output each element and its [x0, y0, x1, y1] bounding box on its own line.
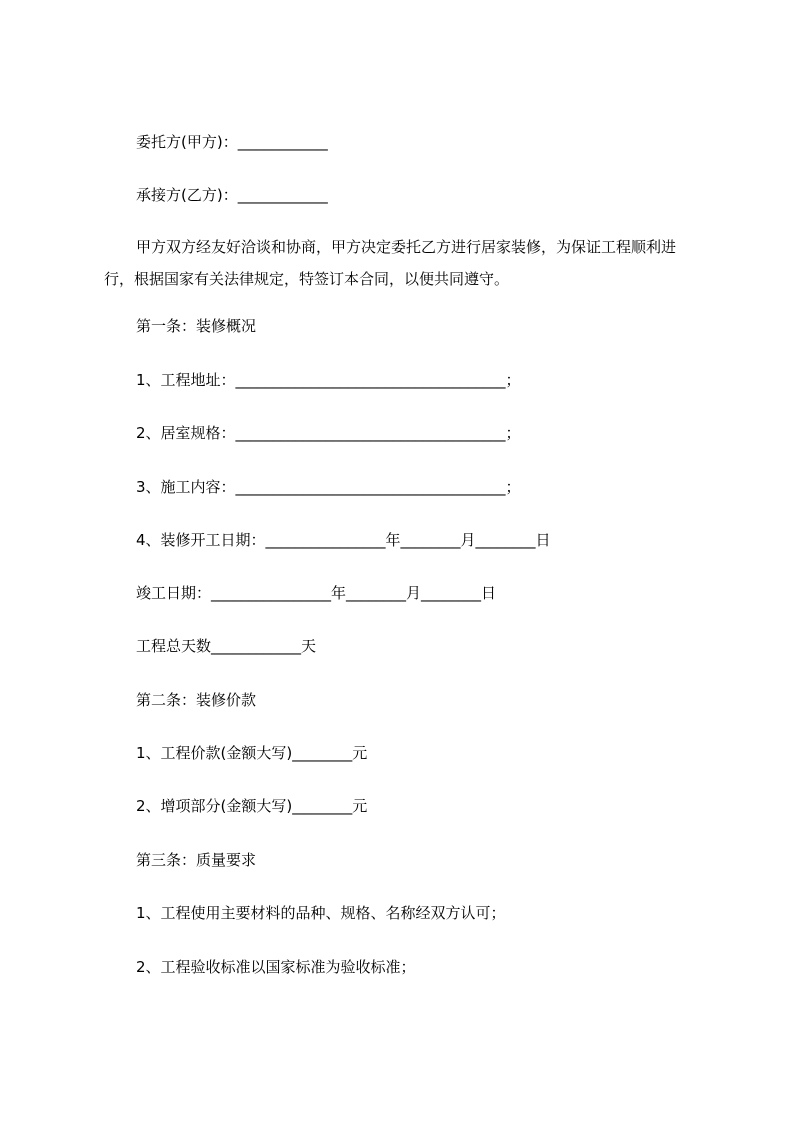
article1-item4: 4、装修开工日期：________________年________月________日 — [136, 531, 551, 549]
article3-heading: 第三条：质量要求 — [136, 851, 257, 869]
completion-date-line: 竣工日期：________________年________月________日 — [136, 584, 497, 602]
article2-item1: 1、工程价款(金额大写)________元 — [136, 744, 368, 762]
article1-item3: 3、施工内容：____________________________________； — [136, 478, 521, 496]
article1-heading: 第一条：装修概况 — [136, 317, 257, 335]
article1-item1: 1、工程地址：____________________________________； — [136, 371, 521, 389]
article2-item2: 2、增项部分(金额大写)________元 — [136, 797, 368, 815]
client-party-line: 委托方(甲方)：____________ — [136, 133, 328, 151]
total-days-line: 工程总天数____________天 — [136, 637, 317, 655]
article3-item1: 1、工程使用主要材料的品种、规格、名称经双方认可； — [136, 904, 506, 922]
contractor-party-line: 承接方(乙方)：____________ — [136, 186, 328, 204]
article1-item2: 2、居室规格：____________________________________； — [136, 424, 521, 442]
article2-heading: 第二条：装修价款 — [136, 691, 257, 709]
article3-item2: 2、工程验收标准以国家标准为验收标准； — [136, 958, 416, 976]
intro-paragraph: 甲方双方经友好洽谈和协商，甲方决定委托乙方进行居家装修，为保证工程顺利进行，根据国家有关法律规定，特签订本合同，以便共同遵守。 — [104, 238, 677, 288]
